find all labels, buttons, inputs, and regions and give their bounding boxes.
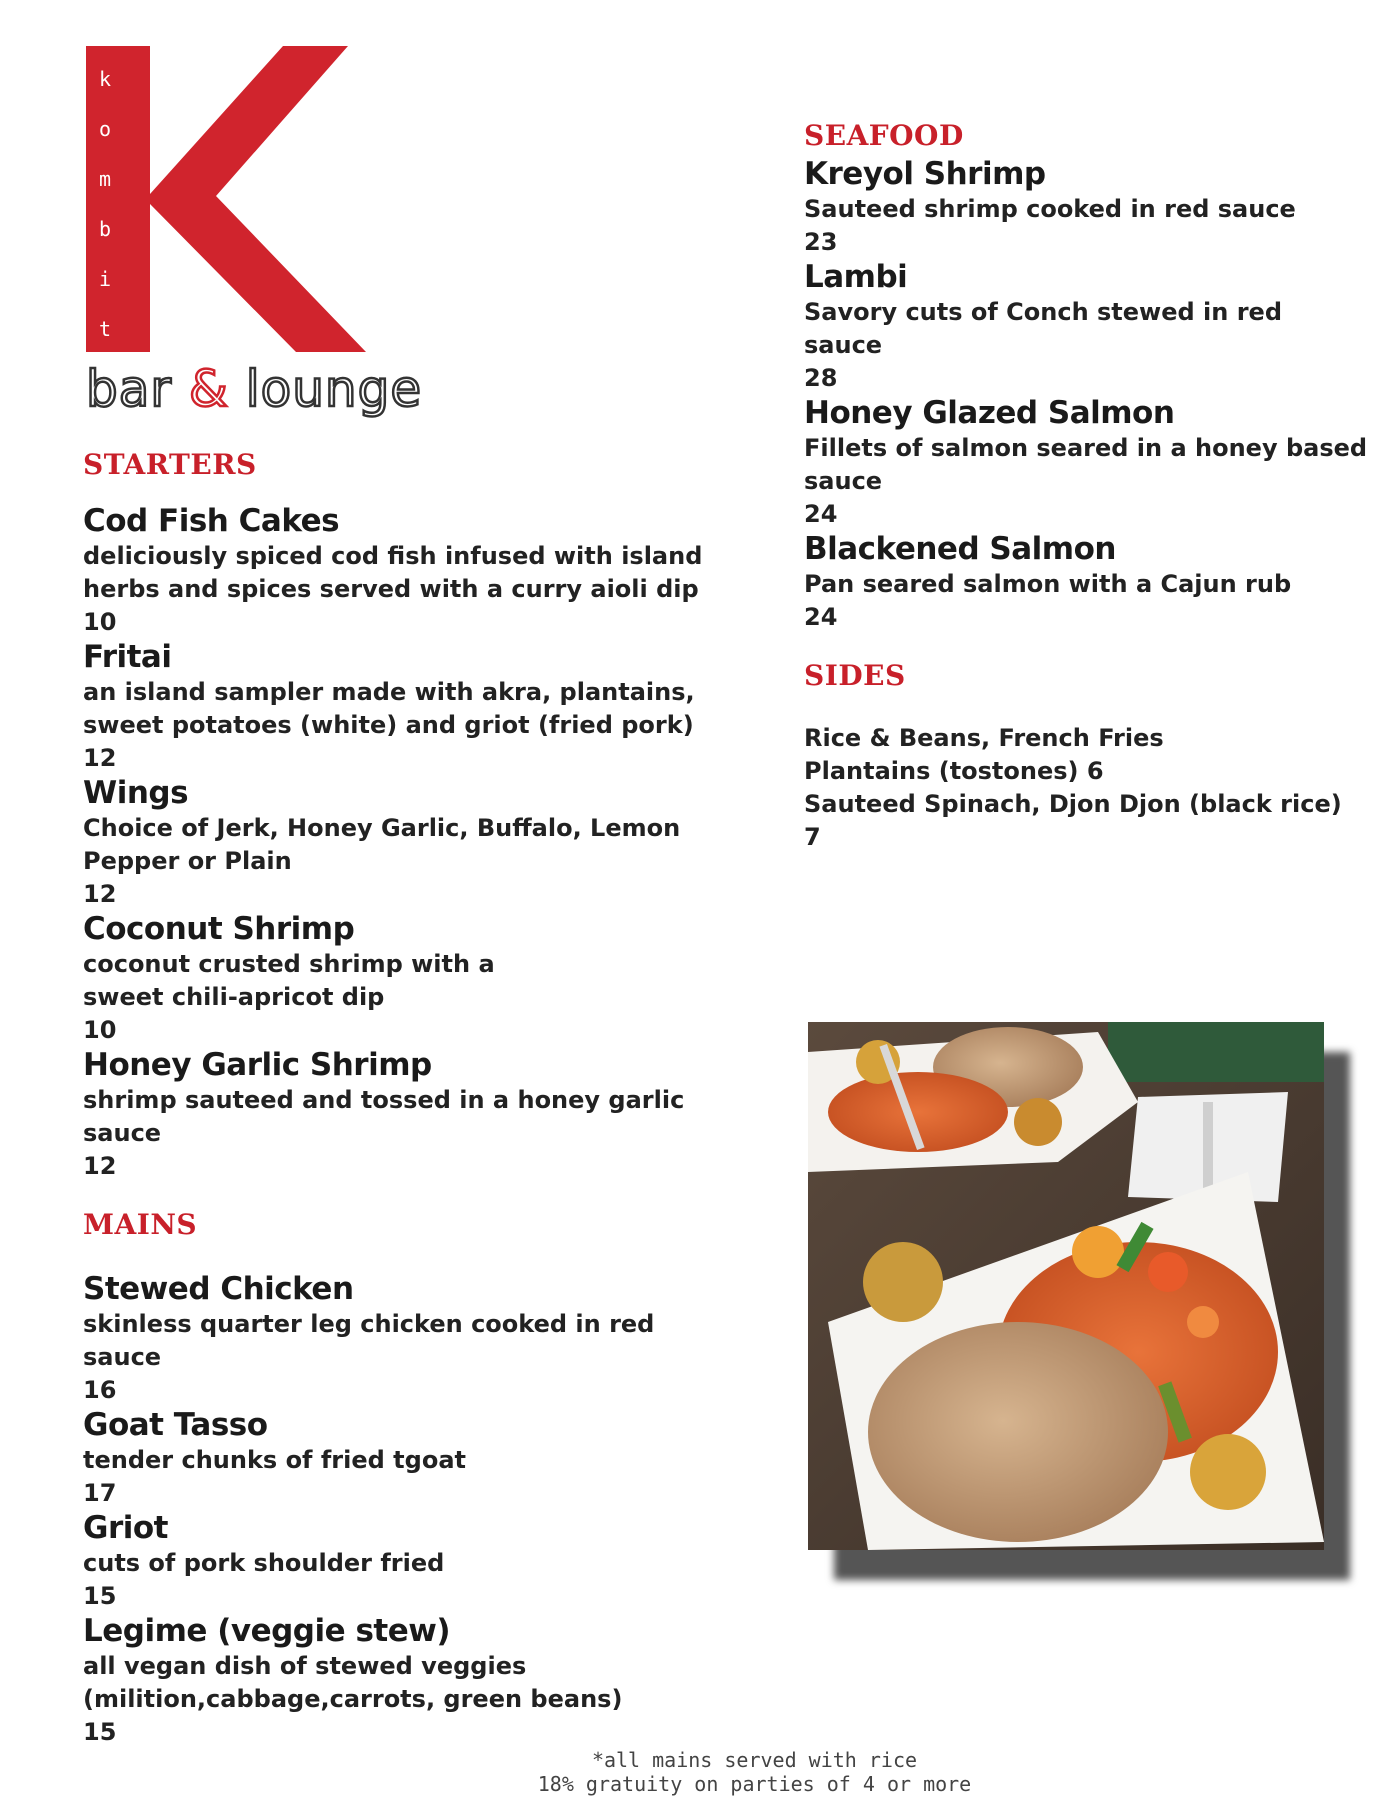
logo-vertical-letter: k [98, 67, 112, 91]
menu-item [83, 1271, 723, 1407]
sides-section [804, 656, 1384, 854]
item-description: sauce [804, 331, 883, 359]
seafood-section [804, 116, 1384, 634]
logo [86, 46, 423, 418]
item-price: 12 [83, 880, 117, 908]
item-name: Legime (veggie stew) [83, 1613, 451, 1649]
item-description: Pepper or Plain [83, 847, 292, 875]
menu-item [83, 1613, 723, 1749]
item-name: Honey Glazed Salmon [804, 395, 1175, 431]
section-title-seafood: SEAFOOD [804, 119, 964, 152]
item-description: Sauteed shrimp cooked in red sauce [804, 195, 1296, 223]
menu-item [83, 1047, 723, 1183]
menu-item [83, 911, 723, 1047]
item-price: 28 [804, 364, 838, 392]
k-letter-mark [86, 46, 366, 356]
item-description: Savory cuts of Conch stewed in red [804, 298, 1282, 326]
menu-item [83, 1510, 723, 1613]
item-description: tender chunks of fried tgoat [83, 1446, 466, 1474]
footer-rice-note: *all mains served with rice [591, 1748, 918, 1772]
item-description: sauce [83, 1343, 162, 1371]
item-price: 12 [83, 1152, 117, 1180]
section-title-starters: STARTERS [83, 448, 257, 481]
item-description: coconut crusted shrimp with a [83, 950, 495, 978]
item-name: Cod Fish Cakes [83, 503, 340, 539]
item-description: cuts of pork shoulder fried [83, 1549, 445, 1577]
left-column [83, 445, 723, 1749]
item-description: sweet chili-apricot dip [83, 983, 385, 1011]
item-name: Griot [83, 1510, 168, 1546]
footer-gratuity-note: 18% gratuity on parties of 4 or more [537, 1772, 972, 1796]
item-description: deliciously spiced cod fish infused with island [83, 542, 703, 570]
item-description: (milition,cabbage,carrots, green beans) [83, 1685, 623, 1713]
item-price: 16 [83, 1376, 117, 1404]
footer-notes [0, 1748, 1389, 1796]
menu-item [83, 775, 723, 911]
item-price: 24 [804, 603, 838, 631]
item-name: Honey Garlic Shrimp [83, 1047, 432, 1083]
menu-item [804, 259, 1384, 395]
item-name: Kreyol Shrimp [804, 156, 1046, 192]
menu-item [804, 156, 1384, 259]
item-name: Coconut Shrimp [83, 911, 355, 947]
starters-section [83, 445, 723, 1183]
item-description: an island sampler made with akra, plantains, [83, 678, 695, 706]
item-price: 23 [804, 228, 838, 256]
logo-vertical-text [94, 54, 116, 354]
item-price: 10 [83, 608, 117, 636]
logo-ampersand: & [188, 360, 229, 418]
logo-vertical-letter: m [98, 167, 112, 191]
section-title-sides: SIDES [804, 659, 906, 692]
item-name: Stewed Chicken [83, 1271, 354, 1307]
item-price: 24 [804, 500, 838, 528]
section-title-mains: MAINS [83, 1208, 198, 1241]
menu-item [804, 395, 1384, 531]
item-price: 15 [83, 1718, 117, 1746]
menu-item [83, 503, 723, 639]
item-description: all vegan dish of stewed veggies [83, 1652, 527, 1680]
item-description: shrimp sauteed and tossed in a honey garlic [83, 1086, 685, 1114]
starters-list [83, 503, 723, 1183]
item-description: sauce [804, 467, 883, 495]
item-name: Fritai [83, 639, 172, 675]
item-name: Wings [83, 775, 189, 811]
item-description: sauce [83, 1119, 162, 1147]
sides-list [804, 722, 1384, 854]
item-description: Choice of Jerk, Honey Garlic, Buffalo, Lemon [83, 814, 681, 842]
side-line: 7 [804, 823, 821, 851]
logo-vertical-letter: i [98, 267, 112, 291]
side-line: Plantains (tostones) 6 [804, 757, 1104, 785]
mains-list [83, 1271, 723, 1749]
logo-vertical-letter: t [98, 317, 112, 341]
item-name: Blackened Salmon [804, 531, 1116, 567]
side-line: Sauteed Spinach, Djon Djon (black rice) [804, 790, 1342, 818]
item-name: Lambi [804, 259, 908, 295]
item-price: 17 [83, 1479, 117, 1507]
item-price: 10 [83, 1016, 117, 1044]
mains-section [83, 1205, 723, 1749]
item-description: skinless quarter leg chicken cooked in red [83, 1310, 655, 1338]
food-photo-frame [808, 1022, 1324, 1550]
side-line: Rice & Beans, French Fries [804, 724, 1164, 752]
seafood-list [804, 156, 1384, 634]
item-price: 12 [83, 744, 117, 772]
menu-item [83, 1407, 723, 1510]
logo-vertical-letter: b [98, 217, 112, 241]
item-price: 15 [83, 1582, 117, 1610]
menu-item [804, 531, 1384, 634]
item-description: Pan seared salmon with a Cajun rub [804, 570, 1292, 598]
logo-subtitle: bar & lounge [86, 360, 423, 418]
right-column [804, 116, 1384, 854]
item-name: Goat Tasso [83, 1407, 268, 1443]
item-description: Fillets of salmon seared in a honey based [804, 434, 1368, 462]
menu-item [83, 639, 723, 775]
food-photo [808, 1022, 1324, 1550]
item-description: herbs and spices served with a curry aioli dip [83, 575, 699, 603]
item-description: sweet potatoes (white) and griot (fried pork) [83, 711, 694, 739]
logo-vertical-letter: o [98, 117, 112, 141]
